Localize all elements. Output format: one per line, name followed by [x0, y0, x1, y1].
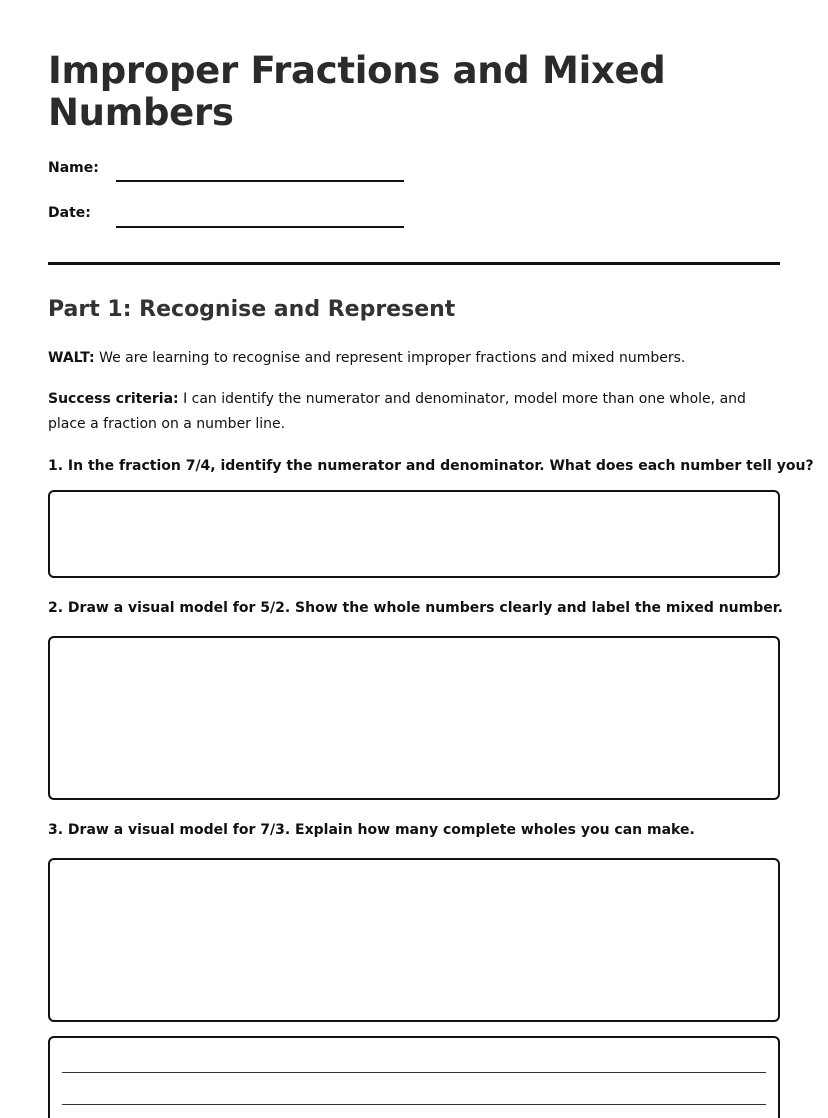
question-1: 1. In the fraction 7/4, identify the numerator and denominator. What does each number tell you? — [48, 458, 814, 474]
success-criteria-label: Success criteria: — [48, 391, 179, 407]
section-divider — [48, 262, 780, 265]
lined-answer-box[interactable] — [48, 1036, 780, 1118]
part1-heading: Part 1: Recognise and Represent — [48, 297, 456, 322]
question-2: 2. Draw a visual model for 5/2. Show the whole numbers clearly and label the mixed number. — [48, 600, 783, 616]
name-label: Name: — [48, 160, 99, 176]
walt-text: We are learning to recognise and represent improper fractions and mixed numbers. — [94, 350, 686, 366]
success-criteria-text: I can identify the numerator and denominator, model more than one whole, and place a fraction on a number line. — [48, 391, 746, 432]
answer-box-3[interactable] — [48, 858, 780, 1022]
walt-paragraph — [48, 346, 780, 371]
writing-line — [62, 1104, 766, 1105]
question-3: 3. Draw a visual model for 7/3. Explain how many complete wholes you can make. — [48, 822, 695, 838]
page-title: Improper Fractions and Mixed Numbers — [48, 49, 666, 134]
date-field[interactable] — [116, 226, 404, 228]
walt-label: WALT: — [48, 350, 95, 366]
date-label: Date: — [48, 205, 91, 221]
answer-box-1[interactable] — [48, 490, 780, 578]
answer-box-2[interactable] — [48, 636, 780, 800]
writing-line — [62, 1072, 766, 1073]
success-criteria-paragraph — [48, 387, 780, 437]
name-field[interactable] — [116, 180, 404, 182]
